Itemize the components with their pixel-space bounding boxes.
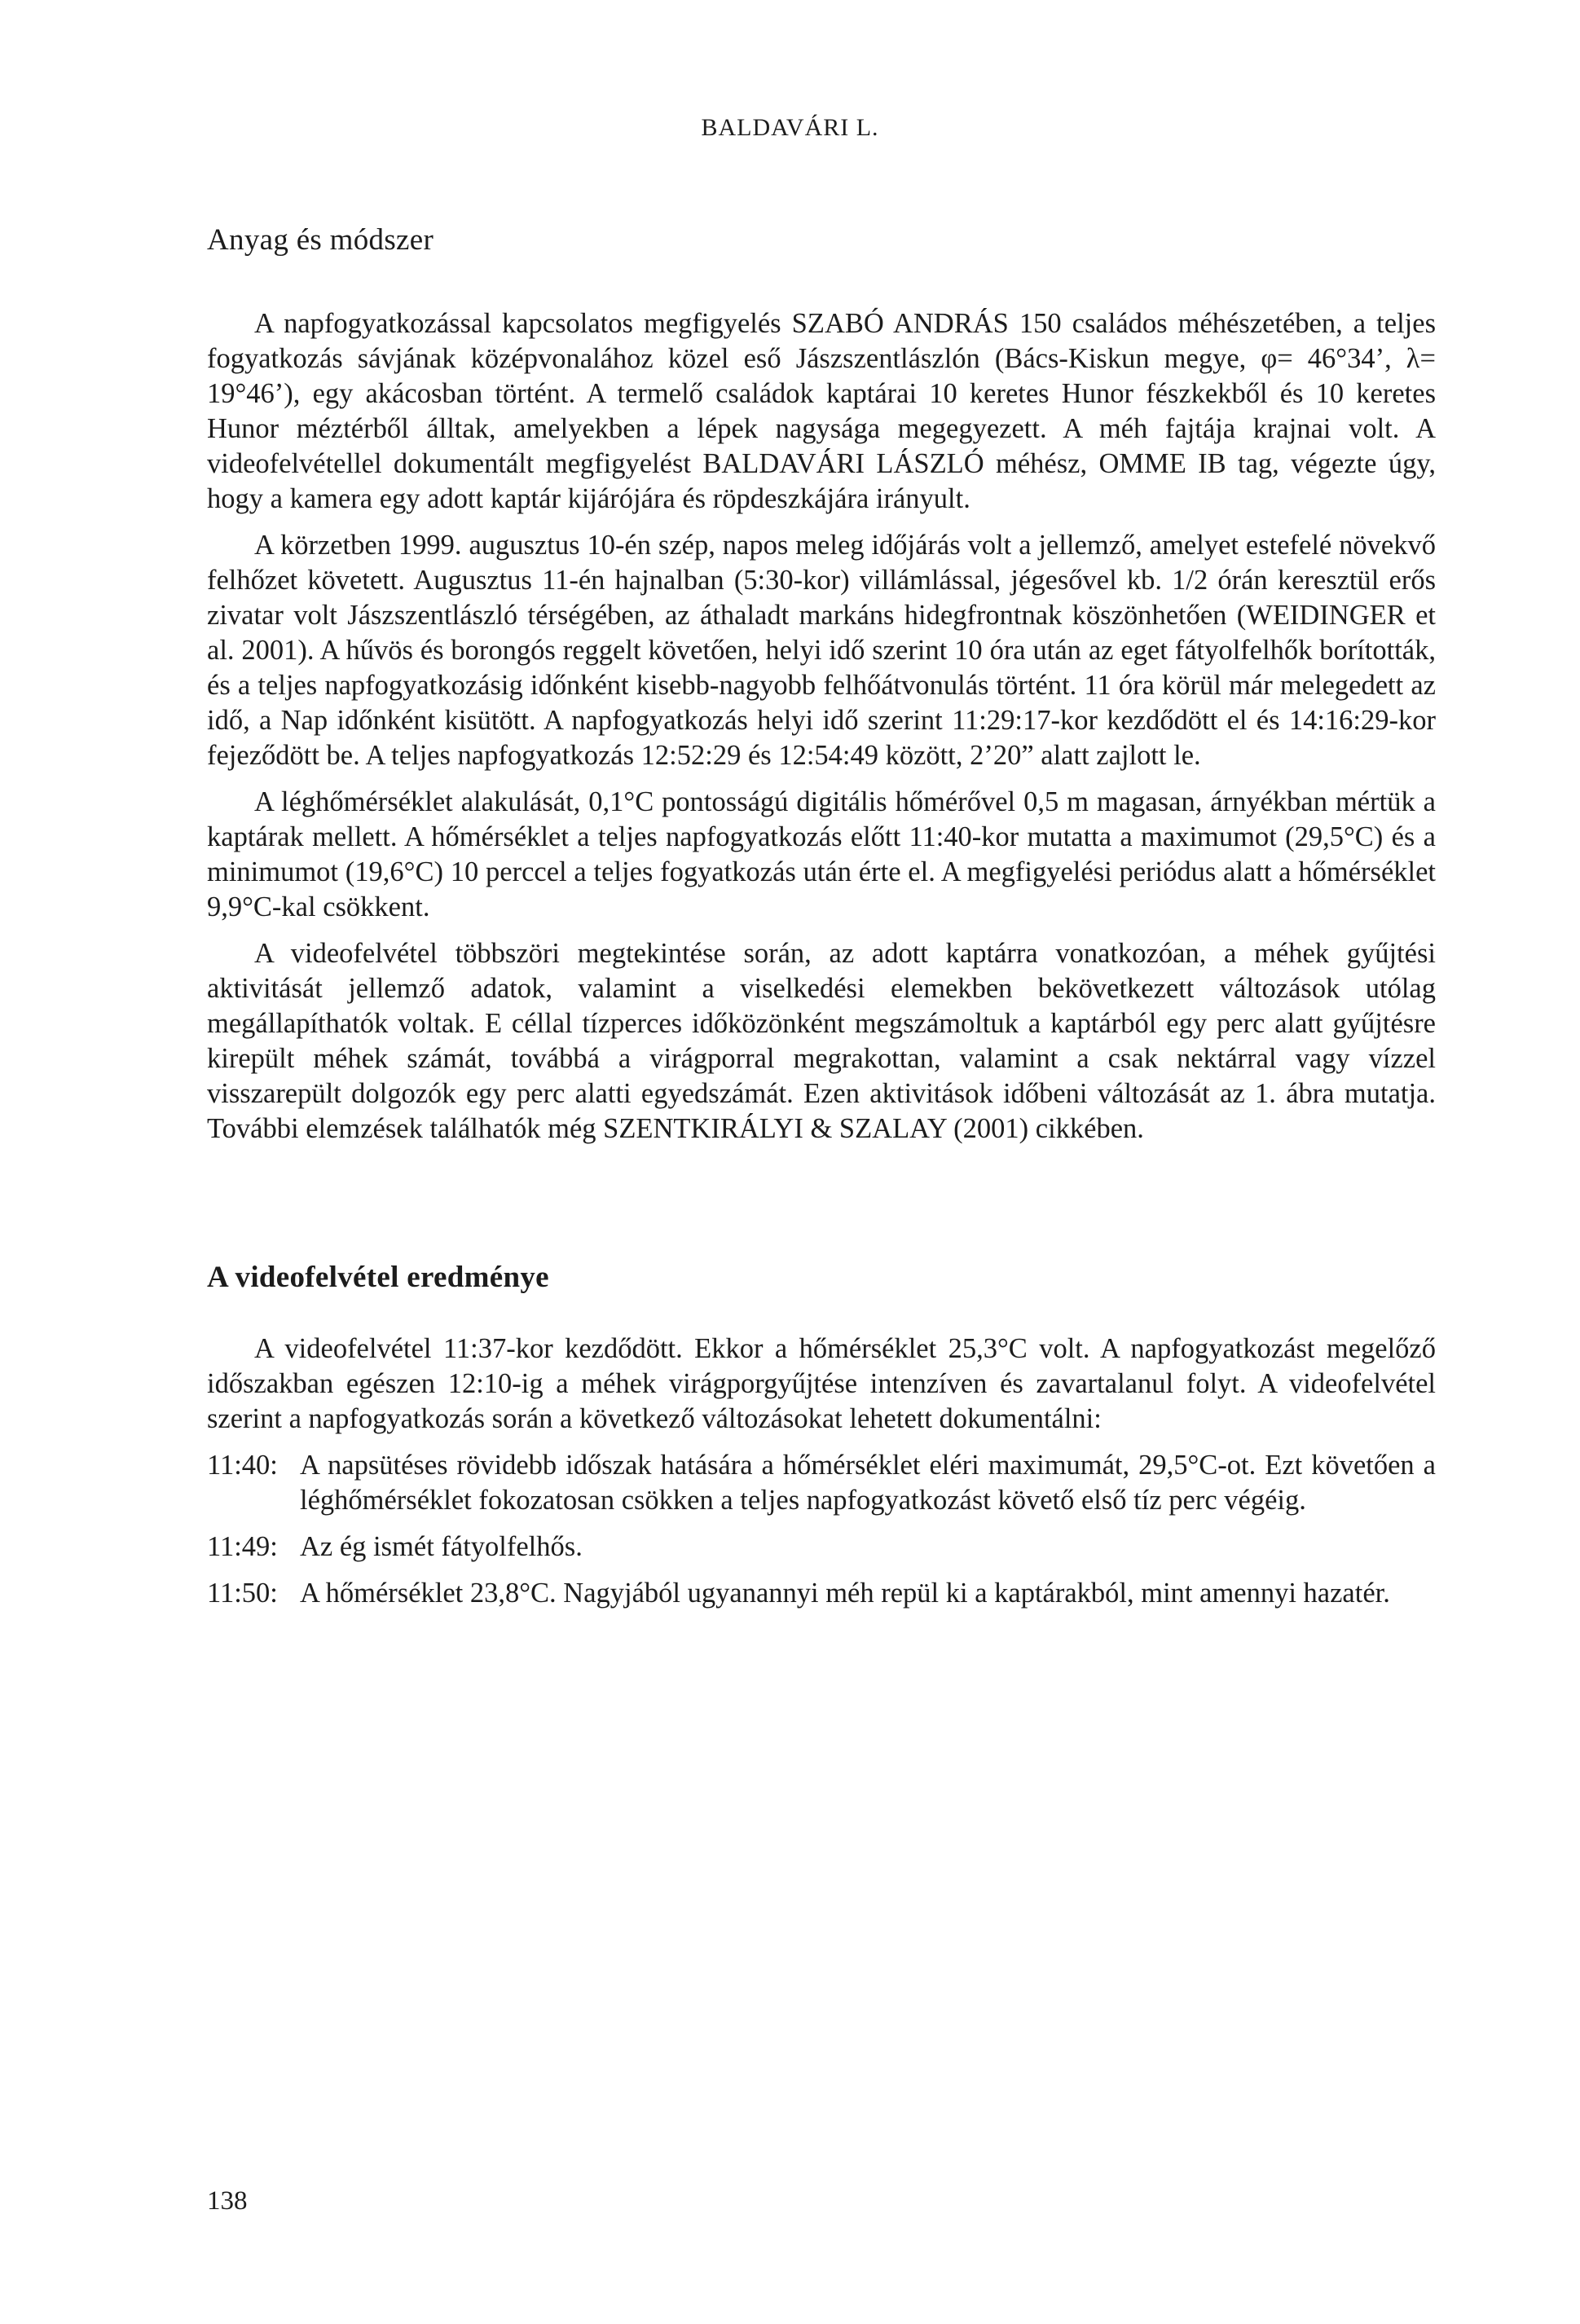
paragraph: A napfogyatkozással kapcsolatos megfigyelés SZABÓ ANDRÁS 150 családos méhészetében, a teljes fogyatkozás sávjának középvonalához közel eső Jászszentlászlón (Bács-Kiskun megye, φ= 46°34’, λ= 19°46’), egy akácosban történt. A termelő családok kaptárai 10 keretes Hunor fészkekből és 10 keretes Hunor méztérből álltak, amelyekben a lépek nagysága megegyezett. A méh fajtája krajnai volt. A videofelvétellel dokumentált megfigyelést BALDAVÁRI LÁSZLÓ méhész, OMME IB tag, végezte úgy, hogy a kamera egy adott kaptár kijárójára és röpdeszkájára irányult. <box>207 308 1436 514</box>
observation-list <box>207 1448 1436 1611</box>
paragraph: A léghőmérséklet alakulását, 0,1°C pontosságú digitális hőmérővel 0,5 m magasan, árnyékban mértük a kaptárak mellett. A hőmérséklet a teljes napfogyatkozás előtt 11:40-kor mutatta a maximumot (29,5°C) és a minimumot (19,6°C) 10 perccel a teljes fogyatkozás után érte el. A megfigyelési periódus alatt a hőmérséklet 9,9°C-kal csökkent. <box>207 786 1436 922</box>
list-item-text: A napsütéses rövidebb időszak hatására a hőmérséklet eléri maximumát, 29,5°C-ot. Ezt követően a léghőmérséklet fokozatosan csökken a teljes napfogyatkozást követő első tíz perc végéig. <box>300 1450 1436 1516</box>
paragraph: A körzetben 1999. augusztus 10-én szép, napos meleg időjárás volt a jellemző, amelyet estefelé növekvő felhőzet követett. Augusztus 11-én hajnalban (5:30-kor) villámlással, jégesővel kb. 1/2 órán keresztül erős zivatar volt Jászszentlászló térségében, az áthaladt markáns hidegfrontnak köszönhetően (WEIDINGER et al. 2001). A hűvös és borongós reggelt követően, helyi idő szerint 10 óra után az eget fátyolfelhők borították, és a teljes napfogyatkozásig időnként kisebb-nagyobb felhőátvonulás történt. 11 óra körül már melegedett az idő, a Nap időnként kisütött. A napfogyatkozás helyi idő szerint 11:29:17-kor kezdődött el és 14:16:29-kor fejeződött be. A teljes napfogyatkozás 12:52:29 és 12:54:49 között, 2’20” alatt zajlott le. <box>207 530 1436 771</box>
section-heading-methods: Anyag és módszer <box>207 223 434 257</box>
section-heading-results: A videofelvétel eredménye <box>207 1261 549 1294</box>
body-text <box>207 222 1436 1622</box>
list-item-text: A hőmérséklet 23,8°C. Nagyjából ugyanannyi méh repül ki a kaptárakból, mint amennyi hazatér. <box>300 1578 1390 1609</box>
list-item-time: 11:50: <box>207 1578 278 1609</box>
running-head: BALDAVÁRI L. <box>701 114 879 141</box>
list-item-text: Az ég ismét fátyolfelhős. <box>300 1531 583 1562</box>
page-number: 138 <box>207 2186 248 2216</box>
paragraph: A videofelvétel 11:37-kor kezdődött. Ekkor a hőmérséklet 25,3°C volt. A napfogyatkozást megelőző időszakban egészen 12:10-ig a méhek virágporgyűjtése intenzíven és zavartalanul folyt. A videofelvétel szerint a napfogyatkozás során a következő változásokat lehetett dokumentálni: <box>207 1333 1436 1434</box>
list-item-time: 11:40: <box>207 1450 278 1481</box>
list-item <box>207 1576 1436 1611</box>
list-item <box>207 1530 1436 1565</box>
paragraph: A videofelvétel többszöri megtekintése során, az adott kaptárra vonatkozóan, a méhek gyűjtési aktivitását jellemző adatok, valamint a viselkedési elemekben bekövetkezett változások utólag megállapíthatók voltak. E céllal tízperces időközönként megszámoltuk a kaptárból egy perc alatt gyűjtésre kirepült méhek számát, továbbá a virágporral megrakottan, valamint a csak nektárral vagy vízzel visszarepült dolgozók egy perc alatti egyedszámát. Ezen aktivitások időbeni változását az 1. ábra mutatja. További elemzések találhatók még SZENTKIRÁLYI & SZALAY (2001) cikkében. <box>207 938 1436 1144</box>
list-item-time: 11:49: <box>207 1531 278 1562</box>
list-item <box>207 1448 1436 1518</box>
